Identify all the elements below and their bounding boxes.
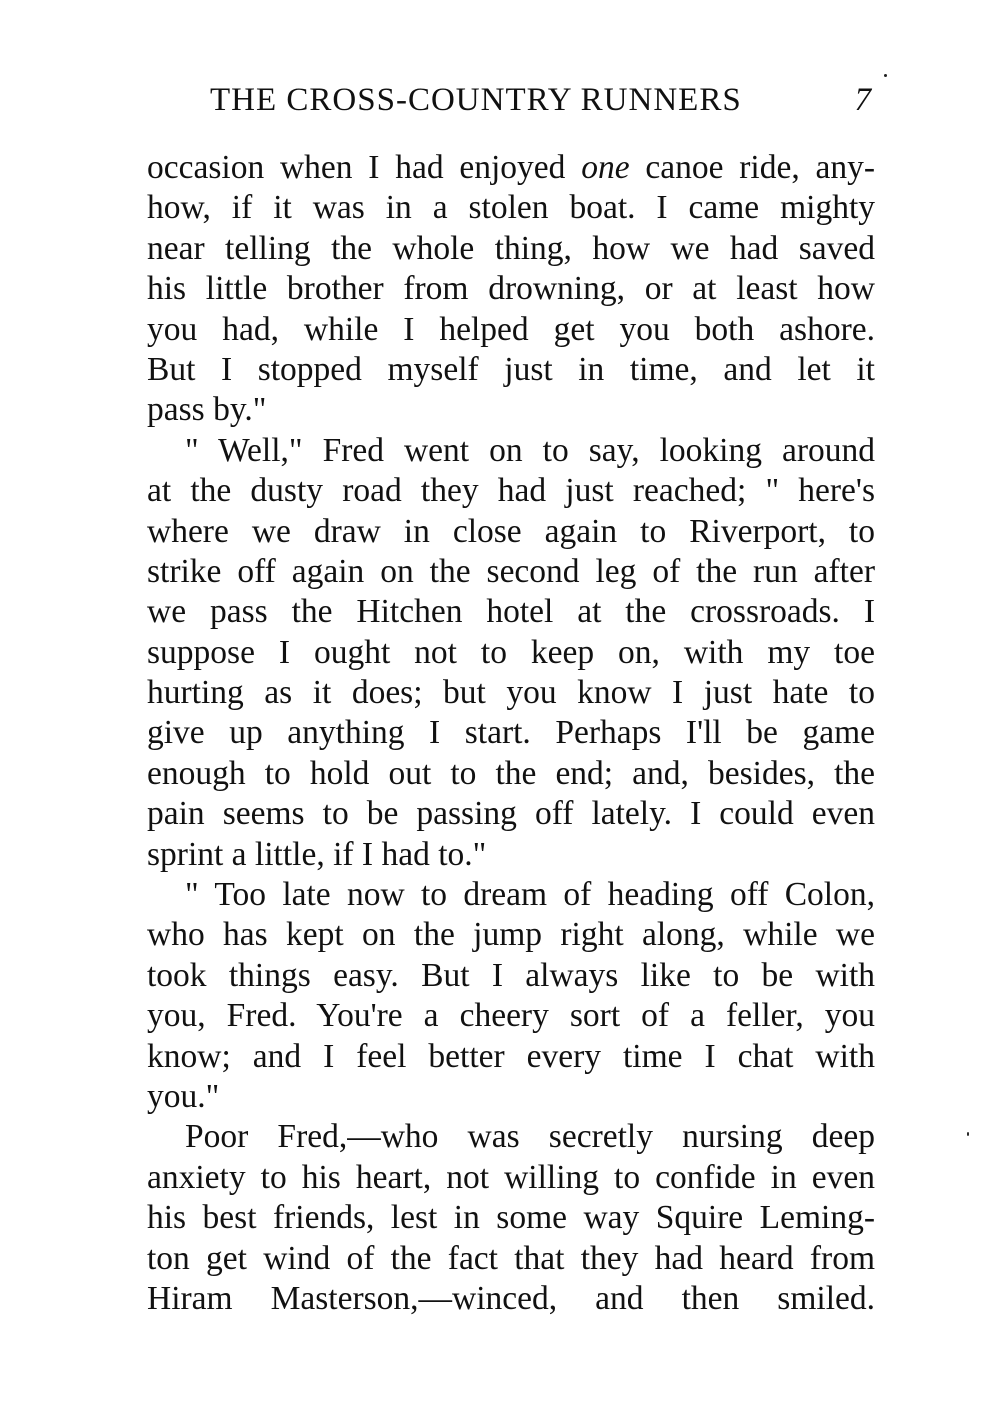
text-line: " Too late now to dream of heading off Colon, bbox=[185, 876, 875, 914]
text-line: occasion when I had enjoyed one canoe ride, any- bbox=[147, 149, 875, 186]
emphasis: one bbox=[581, 149, 630, 186]
page-number: 7 bbox=[854, 82, 872, 118]
running-title: THE CROSS-COUNTRY RUNNERS bbox=[210, 82, 742, 118]
text-line: " Well," Fred went on to say, looking around bbox=[185, 431, 875, 469]
text-line: hurting as it does; but you know I just hate to bbox=[147, 674, 875, 712]
print-speck bbox=[967, 1132, 969, 1136]
print-speck bbox=[884, 74, 887, 77]
text-line: how, if it was in a stolen boat. I came mighty bbox=[147, 189, 875, 227]
text-line: sprint a little, if I had to." bbox=[147, 835, 487, 873]
text-line: we pass the Hitchen hotel at the crossroads. I bbox=[147, 593, 875, 631]
text-line: Hiram Masterson,—winced, and then smiled. bbox=[147, 1279, 875, 1317]
page-header bbox=[210, 82, 876, 126]
text-line: you." bbox=[147, 1077, 220, 1115]
text-line: enough to hold out to the end; and, besides, the bbox=[147, 754, 875, 792]
text-line: But I stopped myself just in time, and let it bbox=[147, 350, 875, 388]
text-line: give up anything I start. Perhaps I'll be game bbox=[147, 714, 875, 752]
text-line: you, Fred. You're a cheery sort of a feller, you bbox=[147, 997, 875, 1035]
text-line: Poor Fred,—who was secretly nursing deep bbox=[185, 1118, 875, 1156]
text-line: know; and I feel better every time I chat with bbox=[147, 1037, 875, 1075]
body-text bbox=[147, 148, 875, 1319]
text-line: anxiety to his heart, not willing to confide in even bbox=[147, 1158, 875, 1196]
text-line: his little brother from drowning, or at least how bbox=[147, 270, 875, 308]
text-line: suppose I ought not to keep on, with my toe bbox=[147, 633, 875, 671]
text-line: ton get wind of the fact that they had heard from bbox=[147, 1239, 875, 1277]
text-line: took things easy. But I always like to be with bbox=[147, 956, 875, 994]
text-line: at the dusty road they had just reached; " here's bbox=[147, 472, 875, 510]
text-line: pass by." bbox=[147, 391, 267, 429]
text-line: strike off again on the second leg of the run after bbox=[147, 552, 875, 590]
text-line: you had, while I helped get you both ashore. bbox=[147, 310, 875, 348]
text-line: pain seems to be passing off lately. I could even bbox=[147, 795, 875, 833]
text-line: his best friends, lest in some way Squire Leming- bbox=[147, 1199, 875, 1237]
text-line: where we draw in close again to Riverport, to bbox=[147, 512, 875, 550]
text-line: who has kept on the jump right along, while we bbox=[147, 916, 875, 954]
text-line: near telling the whole thing, how we had saved bbox=[147, 229, 875, 267]
